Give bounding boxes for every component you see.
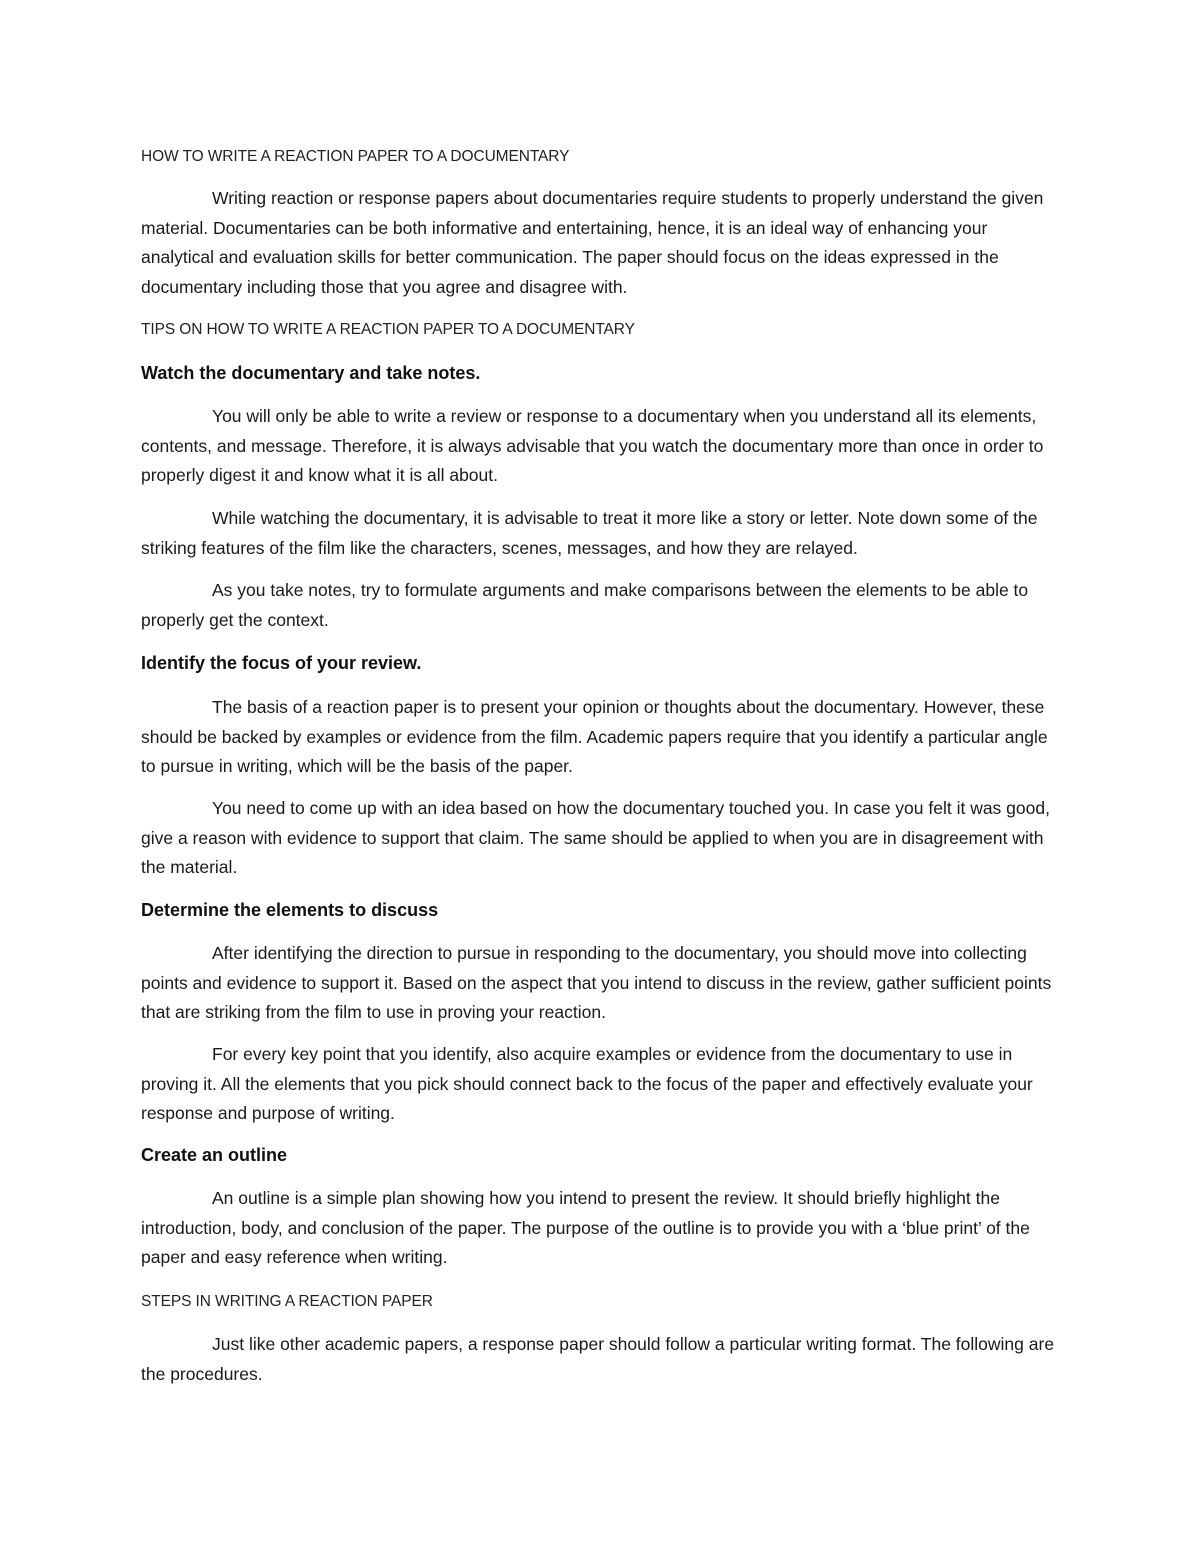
paragraph-watch-1: You will only be able to write a review or response to a documentary when you understand all its elements, contents, and message. Therefore, it is always advisable that you watch the documentary more than once in order to properly digest it and know what it is all about. (141, 406, 1044, 485)
paragraph-focus-2: You need to come up with an idea based on how the documentary touched you. In case you felt it was good, give a reason with evidence to support that claim. The same should be applied to when you are in disagreement with the material. (141, 798, 1050, 877)
paragraph-focus-1: The basis of a reaction paper is to present your opinion or thoughts about the documentary. However, these should be backed by examples or evidence from the film. Academic papers require that you identify a particular angle to pursue in writing, which will be the basis of the paper. (141, 697, 1048, 776)
section-heading-elements: Determine the elements to discuss (141, 900, 439, 920)
section-heading-watch: Watch the documentary and take notes. (141, 363, 481, 383)
tips-heading: TIPS ON HOW TO WRITE A REACTION PAPER TO A DOCUMENTARY (141, 321, 635, 338)
steps-intro-paragraph: Just like other academic papers, a response paper should follow a particular writing format. The following are the procedures. (141, 1334, 1055, 1384)
steps-heading: STEPS IN WRITING A REACTION PAPER (141, 1293, 433, 1310)
intro-paragraph: Writing reaction or response papers about documentaries require students to properly understand the given material. Documentaries can be both informative and entertaining, hence, it is an ideal way of enhancing your analytical and evaluation skills for better communication. The paper should focus on the ideas expressed in the documentary including those that you agree and disagree with. (141, 188, 1044, 297)
paragraph-elements-1: After identifying the direction to pursue in responding to the documentary, you should move into collecting points and evidence to support it. Based on the aspect that you intend to discuss in the review, gather sufficient points that are striking from the film to use in proving your reaction. (141, 943, 1052, 1022)
document-title: HOW TO WRITE A REACTION PAPER TO A DOCUMENTARY (141, 148, 570, 165)
section-heading-focus: Identify the focus of your review. (141, 653, 422, 673)
section-heading-outline: Create an outline (141, 1145, 288, 1165)
paragraph-watch-3: As you take notes, try to formulate arguments and make comparisons between the elements to be able to properly get the context. (141, 580, 1029, 630)
paragraph-watch-2: While watching the documentary, it is advisable to treat it more like a story or letter. Note down some of the striking features of the film like the characters, scenes, messages, and how they are relayed. (141, 508, 1038, 558)
paragraph-elements-2: For every key point that you identify, also acquire examples or evidence from the documentary to use in proving it. All the elements that you pick should connect back to the focus of the paper and effectively evaluate your response and purpose of writing. (141, 1044, 1033, 1123)
paragraph-outline-1: An outline is a simple plan showing how you intend to present the review. It should briefly highlight the introduction, body, and conclusion of the paper. The purpose of the outline is to provide you with a ‘blue print’ of the paper and easy reference when writing. (141, 1188, 1030, 1267)
